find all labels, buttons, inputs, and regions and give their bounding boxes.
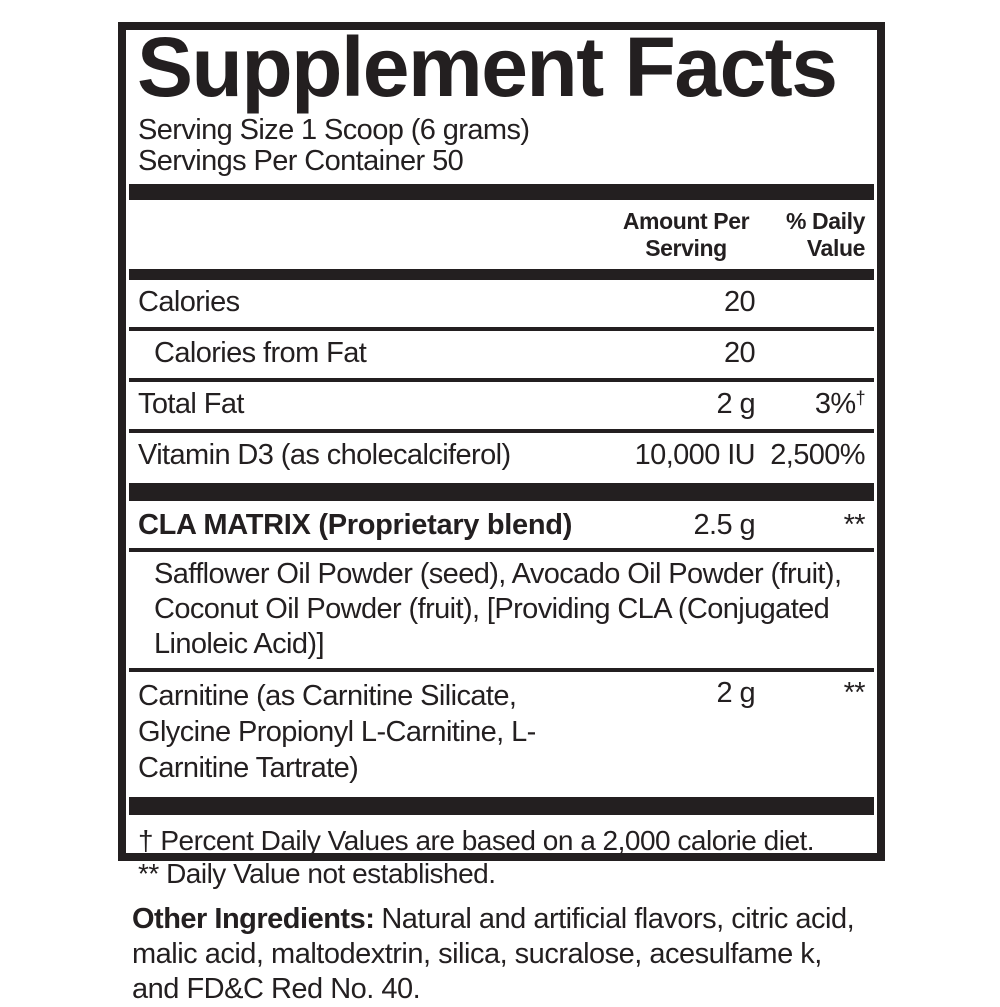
other-ingredients-section — [132, 902, 874, 1007]
carnitine-name-line1: Carnitine (as Carnitine Silicate, — [138, 680, 517, 713]
row-calories — [129, 280, 874, 327]
other-ingredients-text: Natural and artificial flavors, citric acid, malic acid, maltodextrin, silica, sucralose, acesulfame k, and FD&C Red No. 40. — [132, 903, 855, 1005]
daily-value-number: 3% — [814, 388, 856, 421]
amount-value: 10,000 IU — [634, 439, 755, 472]
amount-value: 20 — [723, 337, 755, 370]
blend-description-line: Coconut Oil Powder (fruit), [Providing CLA (Conjugated — [154, 593, 830, 626]
divider-heavy-blend — [129, 483, 874, 501]
dagger-symbol: † — [855, 388, 865, 409]
footnote-not-established: ** Daily Value not established. — [138, 858, 496, 890]
nutrient-name: Calories — [138, 286, 240, 319]
serving-size-text: Serving Size 1 Scoop (6 grams) — [138, 114, 530, 147]
row-carnitine — [129, 672, 874, 797]
other-ingredients-label: Other Ingredients: — [132, 903, 375, 935]
row-total-fat — [129, 382, 874, 429]
column-header-amount: Amount Per Serving — [622, 208, 750, 262]
nutrient-name — [138, 678, 595, 786]
divider-heavy-footnote — [129, 797, 874, 815]
daily-value: ** — [843, 677, 865, 710]
footnote-daily-values: † Percent Daily Values are based on a 2,000 calorie diet. — [138, 825, 815, 857]
carnitine-name-line2: Glycine Propionyl L-Carnitine, L-Carnitine Tartrate) — [138, 716, 536, 785]
divider-heavy-top — [129, 184, 874, 200]
divider-medium-header — [129, 269, 874, 280]
footnotes — [138, 824, 865, 890]
blend-description-line: Linoleic Acid)] — [154, 628, 324, 661]
blend-description-line: Safflower Oil Powder (seed), Avocado Oil Powder (fruit), — [154, 558, 842, 591]
nutrient-name: CLA MATRIX (Proprietary blend) — [138, 509, 573, 542]
row-calories-from-fat — [129, 331, 874, 378]
daily-value: 2,500% — [770, 439, 865, 472]
panel-title: Supplement Facts — [137, 20, 837, 114]
column-header-daily: % Daily Value — [785, 208, 865, 262]
row-vitamin-d3 — [129, 433, 874, 483]
amount-value: 2.5 g — [693, 509, 755, 542]
nutrient-name: Calories from Fat — [154, 337, 367, 370]
column-header-row — [129, 200, 874, 269]
nutrient-name: Total Fat — [138, 388, 244, 421]
amount-value: 20 — [723, 286, 755, 319]
servings-per-container-text: Servings Per Container 50 — [138, 145, 464, 178]
row-cla-matrix — [129, 501, 874, 548]
supplement-facts-panel — [118, 20, 885, 890]
blend-description — [129, 552, 874, 668]
nutrient-name: Vitamin D3 (as cholecalciferol) — [138, 439, 511, 472]
daily-value — [755, 389, 865, 420]
daily-value: ** — [843, 509, 865, 542]
amount-value: 2 g — [716, 388, 755, 421]
amount-value: 2 g — [716, 677, 755, 710]
